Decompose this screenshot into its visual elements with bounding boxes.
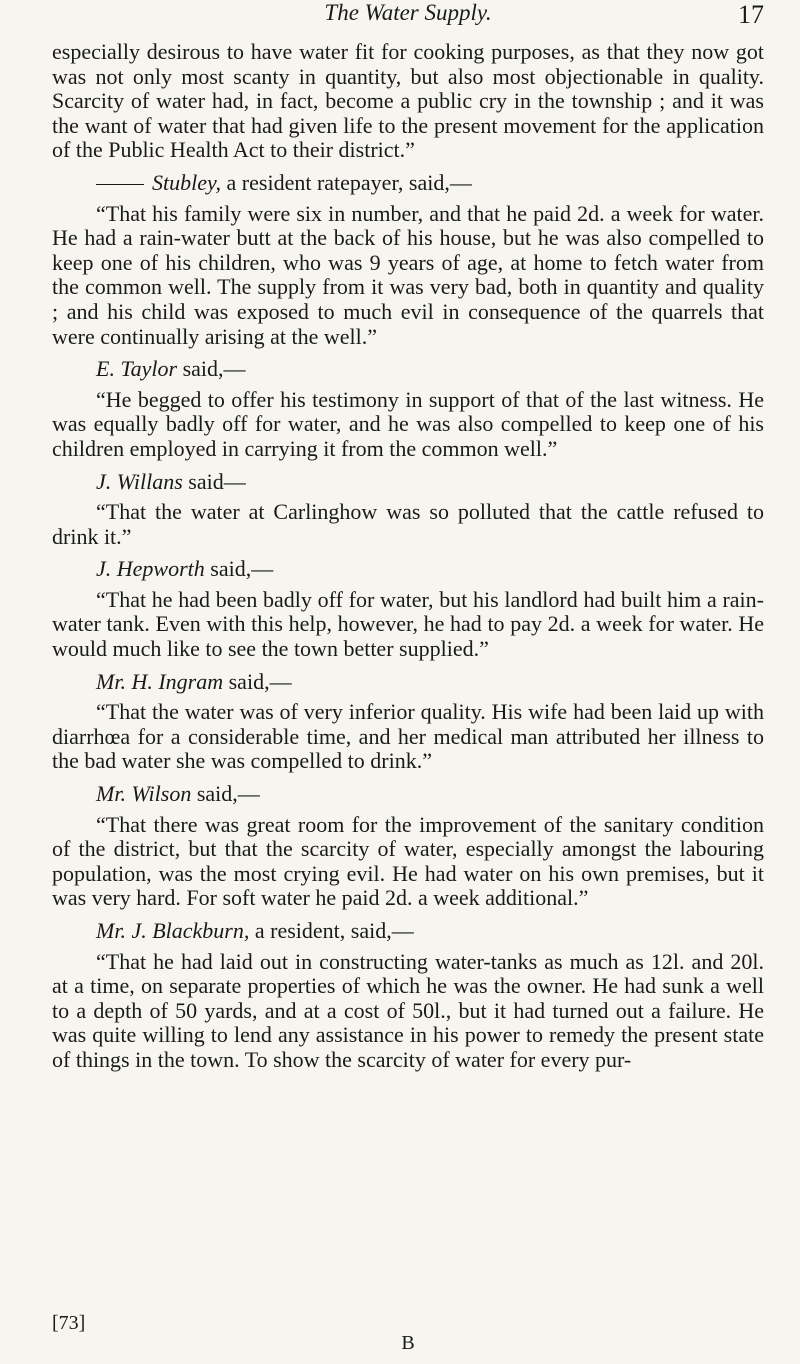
quote-paragraph: “That his family were six in number, and that he paid 2d. a week for water. He had a rain-water butt at the back of his house, but he was also compelled to keep one of his children, who was 9 years of age, at home to fetch water from the common well. The supply from it was very bad, both in quantity and quality ; and his child was exposed to much evil in consequence of the quarrels that were continually arising at the well.” [52,200,764,349]
speaker-rest: said,— [191,781,260,807]
quote-paragraph: “That there was great room for the improvement of the sanitary condition of the district, but that the scarcity of water, especially amongst the labouring population, was the most crying evil. He had water on his own premises, but it was very hard. For soft water he paid 2d. a week additional.” [52,811,764,911]
speaker-rest: said,— [177,356,246,382]
speaker-name: J. Willans [96,468,183,494]
quote-paragraph: “That the water was of very inferior quality. His wife had been laid up with diarrhœa for a considerable time, and her medical man attributed her illness to the bad water she was compelled to drink.” [52,699,764,774]
speaker-name: Mr. Wilson [96,781,192,807]
speaker-name: Stubley, [152,169,222,195]
signature-mark: [73] [52,1312,86,1334]
sheet-mark: B [401,1332,415,1354]
page-number: 17 [738,0,764,29]
speaker-name: Mr. H. Ingram [96,668,224,694]
page-footer [52,1302,764,1362]
speaker-rest: a resident ratepayer, said,— [221,169,472,195]
quote-paragraph: “He begged to offer his testimony in support of that of the last witness. He was equally badly off for water, and he was also compelled to keep one of his children employed in carrying it from the common well.” [52,386,764,461]
speaker-line [52,670,764,695]
speaker-rest: said,— [223,668,292,694]
speaker-line [52,557,764,582]
speaker-line [52,470,764,495]
quote-paragraph: “That he had been badly off for water, but his landlord had built him a rain-water tank. Even with this help, however, he had to pay 2d. a week for water. He would much like to see the town better supplied.” [52,586,764,662]
em-dash-rule [96,184,144,185]
speaker-name: Mr. J. Blackburn, [96,918,250,943]
speaker-rest: said,— [204,556,274,582]
running-title: The Water Supply. [324,0,492,25]
quote-paragraph: “That he had laid out in constructing water-tanks as much as 12l. and 20l. at a time, on separate properties of which he was the owner. He had sunk a well to a depth of 50 yards, and at a cost of 50l., but it had turned out a failure. He was quite willing to lend any assistance in his power to remedy the present state of things in the town. To show the scarcity of water for every pur- [52,948,764,1072]
body-text [52,40,764,1073]
quote-paragraph: “That the water at Carlinghow was so polluted that the cattle refused to drink it.” [52,499,764,549]
speaker-rest: a resident, said,— [249,918,414,943]
speaker-line [52,357,764,382]
speaker-name: E. Taylor [96,356,178,382]
speaker-name: J. Hepworth [96,556,205,582]
paragraph: especially desirous to have water fit for cooking purposes, as that they now got was not only most scanty in quantity, but also most objectionable in quality. Scarcity of water had, in fact, become a public cry in the township ; and it was the want of water that had given life to the present movement for the application of the Public Health Act to their district.” [52,39,764,163]
speaker-rest: said— [182,468,246,494]
speaker-line [52,919,764,944]
speaker-line [52,782,764,807]
speaker-line [52,171,764,196]
running-header [52,0,764,32]
